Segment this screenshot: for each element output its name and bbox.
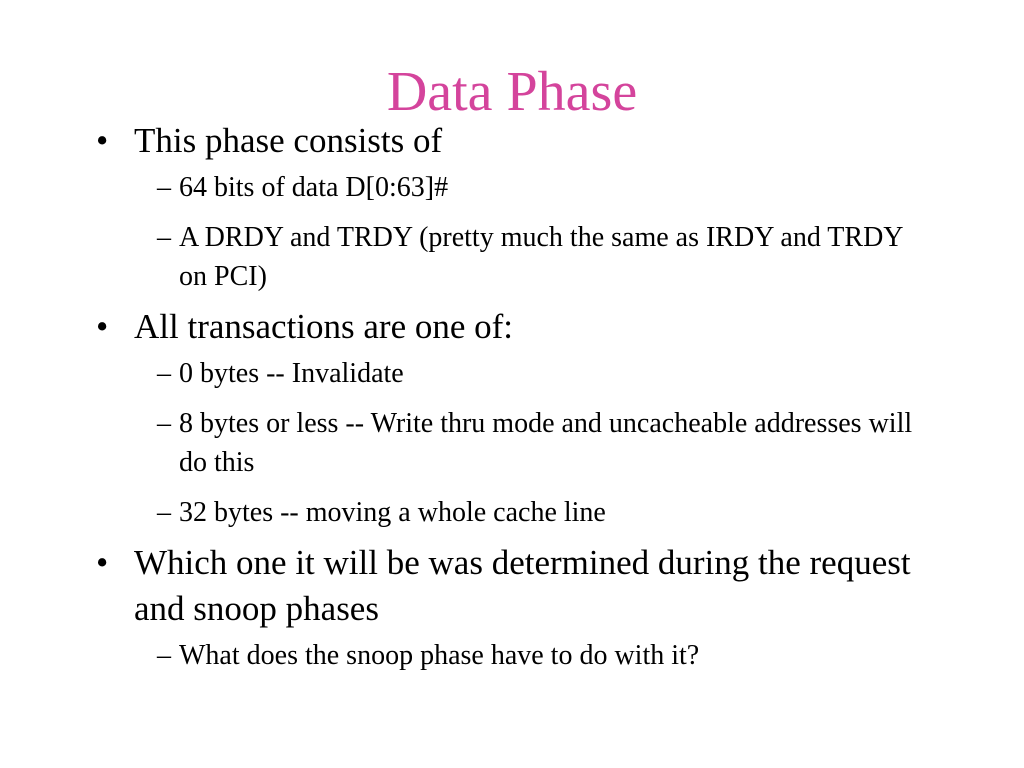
bullet-marker: •	[96, 121, 109, 160]
dash-marker: –	[157, 222, 171, 253]
sub-bullet-list	[134, 168, 936, 296]
bullet-item	[96, 304, 936, 532]
dash-marker: –	[157, 640, 171, 671]
sub-bullet-text: 64 bits of data D[0:63]#	[179, 172, 449, 203]
bullet-marker: •	[96, 543, 109, 582]
sub-bullet-item	[134, 354, 936, 393]
sub-bullet-item	[134, 168, 936, 207]
sub-bullet-text: 32 bytes -- moving a whole cache line	[179, 497, 606, 528]
bullet-text: This phase consists of	[134, 121, 443, 160]
dash-marker: –	[157, 358, 171, 389]
slide-title: Data Phase	[386, 61, 638, 123]
bullet-text: All transactions are one of:	[134, 307, 514, 346]
sub-bullet-item	[134, 493, 936, 532]
sub-bullet-text: 8 bytes or less -- Write thru mode and uncacheable addresses will do this	[179, 408, 913, 478]
dash-marker: –	[157, 172, 171, 203]
bullet-marker: •	[96, 307, 109, 346]
dash-marker: –	[157, 497, 171, 528]
sub-bullet-item	[134, 218, 936, 296]
bullet-item	[96, 118, 936, 296]
sub-bullet-text: 0 bytes -- Invalidate	[179, 358, 404, 389]
sub-bullet-list	[134, 354, 936, 532]
sub-bullet-item	[134, 404, 936, 482]
dash-marker: –	[157, 408, 171, 439]
sub-bullet-text: A DRDY and TRDY (pretty much the same as IRDY and TRDY on PCI)	[179, 222, 903, 292]
bullet-text: Which one it will be was determined during the request and snoop phases	[134, 543, 911, 628]
bullet-item	[96, 540, 936, 675]
bullet-list	[96, 118, 936, 675]
sub-bullet-item	[134, 636, 936, 675]
sub-bullet-text: What does the snoop phase have to do with it?	[179, 640, 700, 671]
sub-bullet-list	[134, 636, 936, 675]
